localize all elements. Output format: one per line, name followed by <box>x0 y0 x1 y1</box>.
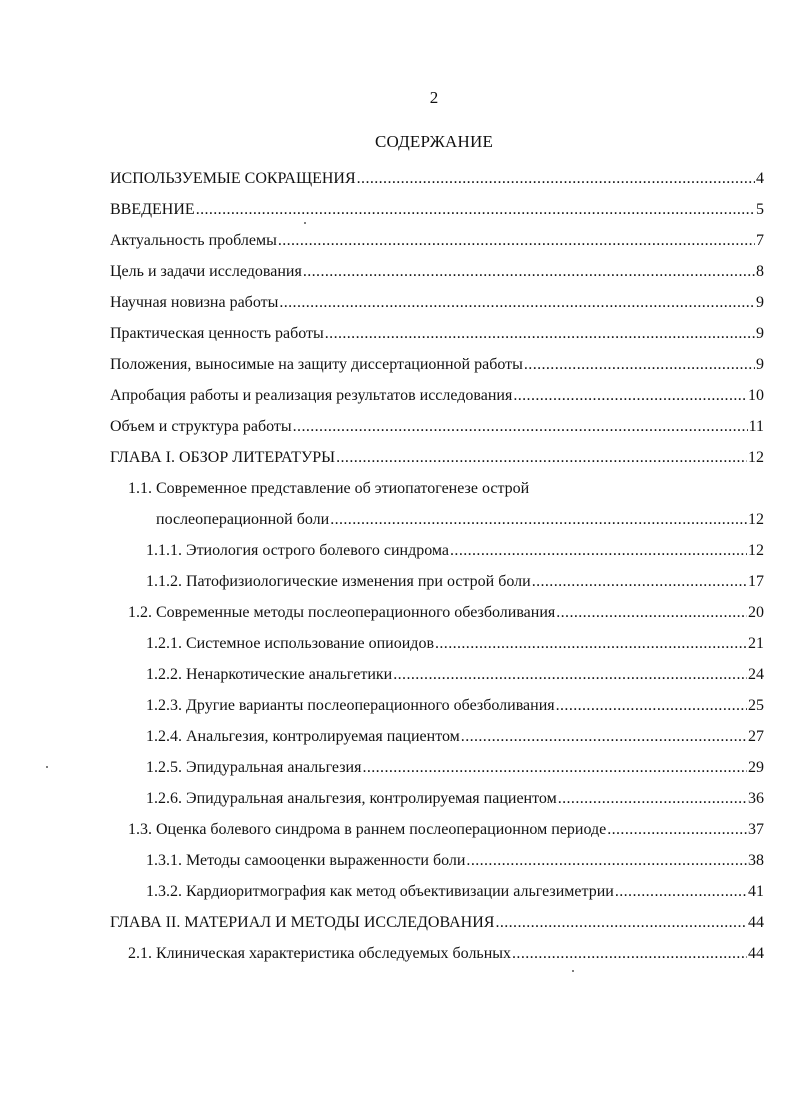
toc-entry-text: ИСПОЛЬЗУЕМЫЕ СОКРАЩЕНИЯ <box>110 170 356 187</box>
toc-entry-1-2-1[interactable] <box>0 628 792 659</box>
toc-entry-page: 24 <box>748 666 764 683</box>
toc-entry-text: Объем и структура работы <box>110 418 292 435</box>
toc-entry-structure[interactable] <box>0 411 792 442</box>
dot-leader <box>607 814 747 845</box>
dot-leader <box>556 690 747 721</box>
toc-entry-text: Практическая ценность работы <box>110 325 324 342</box>
toc-entry-page: 12 <box>748 449 764 466</box>
toc-entry-page: 7 <box>756 232 764 249</box>
dot-leader <box>558 783 747 814</box>
dot-leader <box>495 907 747 938</box>
toc-entry-page: 9 <box>756 325 764 342</box>
table-of-contents <box>0 163 792 969</box>
toc-entry-relevance[interactable] <box>0 225 792 256</box>
toc-entry-text: Актуальность проблемы <box>110 232 277 249</box>
toc-entry-page: 36 <box>748 790 764 807</box>
scan-speck <box>572 970 574 972</box>
toc-entry-1-2-3[interactable] <box>0 690 792 721</box>
toc-entry-1-2-6[interactable] <box>0 783 792 814</box>
dot-leader <box>450 535 747 566</box>
toc-entry-text: Цель и задачи исследования <box>110 263 302 280</box>
toc-entry-text: ВВЕДЕНИЕ <box>110 201 195 218</box>
toc-entry-text: 1.2.4. Анальгезия, контролируемая пациентом <box>146 728 460 745</box>
toc-entry-text: 1.2.3. Другие варианты послеоперационного обезболивания <box>146 697 555 714</box>
toc-entry-page: 4 <box>756 170 764 187</box>
toc-entry-2-1[interactable] <box>0 938 792 969</box>
toc-entry-text: 1.3.1. Методы самооценки выраженности боли <box>146 852 466 869</box>
toc-entry-text: 1.1.1. Этиология острого болевого синдрома <box>146 542 450 559</box>
toc-entry-novelty[interactable] <box>0 287 792 318</box>
toc-entry-page: 29 <box>748 759 764 776</box>
dot-leader <box>293 411 748 442</box>
dot-leader <box>336 442 747 473</box>
toc-entry-page: 41 <box>748 883 764 900</box>
toc-entry-page: 17 <box>748 573 764 590</box>
dot-leader <box>532 566 747 597</box>
dot-leader <box>435 628 747 659</box>
dot-leader <box>524 349 755 380</box>
toc-entry-text: Апробация работы и реализация результатов исследования <box>110 387 513 404</box>
toc-entry-1-2-5[interactable] <box>0 752 792 783</box>
dot-leader <box>513 380 747 411</box>
dot-leader <box>279 287 755 318</box>
toc-entry-text: 1.2.1. Системное использование опиоидов <box>146 635 434 652</box>
toc-entry-1-1-second-line[interactable] <box>0 504 792 535</box>
toc-entry-1-1-1[interactable] <box>0 535 792 566</box>
toc-entry-page: 9 <box>756 294 764 311</box>
dot-leader <box>615 876 747 907</box>
toc-entry-page: 5 <box>756 201 764 218</box>
toc-entry-1-2-4[interactable] <box>0 721 792 752</box>
toc-entry-1-3[interactable] <box>0 814 792 845</box>
toc-entry-text: 1.2. Современные методы послеоперационного обезболивания <box>128 604 556 621</box>
toc-entry-page: 44 <box>748 914 764 931</box>
dot-leader <box>393 659 747 690</box>
toc-entry-text: послеоперационной боли <box>156 511 330 528</box>
toc-entry-provisions[interactable] <box>0 349 792 380</box>
dot-leader <box>325 318 755 349</box>
toc-entry-1-3-1[interactable] <box>0 845 792 876</box>
toc-entry-page: 12 <box>748 542 764 559</box>
toc-entry-text: 1.1.2. Патофизиологические изменения при острой боли <box>146 573 531 590</box>
toc-entry-text: ГЛАВА II. МАТЕРИАЛ И МЕТОДЫ ИССЛЕДОВАНИЯ <box>110 914 495 931</box>
toc-entry-goals[interactable] <box>0 256 792 287</box>
dot-leader <box>512 938 747 969</box>
toc-entry-text: 1.2.6. Эпидуральная анальгезия, контролируемая пациентом <box>146 790 557 807</box>
toc-entry-page: 44 <box>748 945 764 962</box>
toc-entry-text: 1.2.2. Ненаркотические анальгетики <box>146 666 393 683</box>
toc-entry-page: 10 <box>748 387 764 404</box>
toc-entry-1-1-2[interactable] <box>0 566 792 597</box>
toc-entry-page: 8 <box>756 263 764 280</box>
toc-entry-approbation[interactable] <box>0 380 792 411</box>
toc-entry-text: Научная новизна работы <box>110 294 279 311</box>
toc-entry-page: 20 <box>748 604 764 621</box>
toc-entry-page: 11 <box>748 418 764 435</box>
toc-entry-text: 1.2.5. Эпидуральная анальгезия <box>146 759 362 776</box>
dot-leader <box>556 597 747 628</box>
page-number: 2 <box>429 88 439 107</box>
toc-entry-text: 2.1. Клиническая характеристика обследуемых больных <box>128 945 512 962</box>
toc-entry-chapter-2[interactable] <box>0 907 792 938</box>
toc-entry-page: 9 <box>756 356 764 373</box>
toc-entry-chapter-1[interactable] <box>0 442 792 473</box>
toc-entry-1-3-2[interactable] <box>0 876 792 907</box>
toc-entry-practical-value[interactable] <box>0 318 792 349</box>
dot-leader <box>357 163 755 194</box>
toc-entry-introduction[interactable] <box>0 194 792 225</box>
toc-entry-text: 1.3.2. Кардиоритмография как метод объективизации альгезиметрии <box>146 883 614 900</box>
toc-entry-text: 1.3. Оценка болевого синдрома в раннем послеоперационном периоде <box>128 821 607 838</box>
toc-entry-1-2-2[interactable] <box>0 659 792 690</box>
dot-leader <box>362 752 747 783</box>
toc-entry-page: 25 <box>748 697 764 714</box>
dot-leader <box>303 256 755 287</box>
toc-entry-abbreviations[interactable] <box>0 163 792 194</box>
dot-leader <box>466 845 747 876</box>
dot-leader <box>461 721 747 752</box>
toc-entry-1-1-first-line[interactable] <box>0 473 792 504</box>
dot-leader <box>330 504 747 535</box>
toc-entry-1-2[interactable] <box>0 597 792 628</box>
toc-entry-page: 27 <box>748 728 764 745</box>
toc-title: СОДЕРЖАНИЕ <box>374 132 494 151</box>
toc-entry-text: 1.1. Современное представление об этиопатогенезе острой <box>128 480 530 497</box>
toc-entry-text: Положения, выносимые на защиту диссертационной работы <box>110 356 523 373</box>
toc-entry-text: ГЛАВА I. ОБЗОР ЛИТЕРАТУРЫ <box>110 449 336 466</box>
scan-speck <box>46 766 48 768</box>
toc-entry-page: 21 <box>748 635 764 652</box>
dot-leader <box>278 225 755 256</box>
toc-entry-page: 38 <box>748 852 764 869</box>
scan-speck <box>304 222 306 224</box>
toc-entry-page: 12 <box>748 511 764 528</box>
toc-entry-page: 37 <box>748 821 764 838</box>
dot-leader <box>196 194 755 225</box>
